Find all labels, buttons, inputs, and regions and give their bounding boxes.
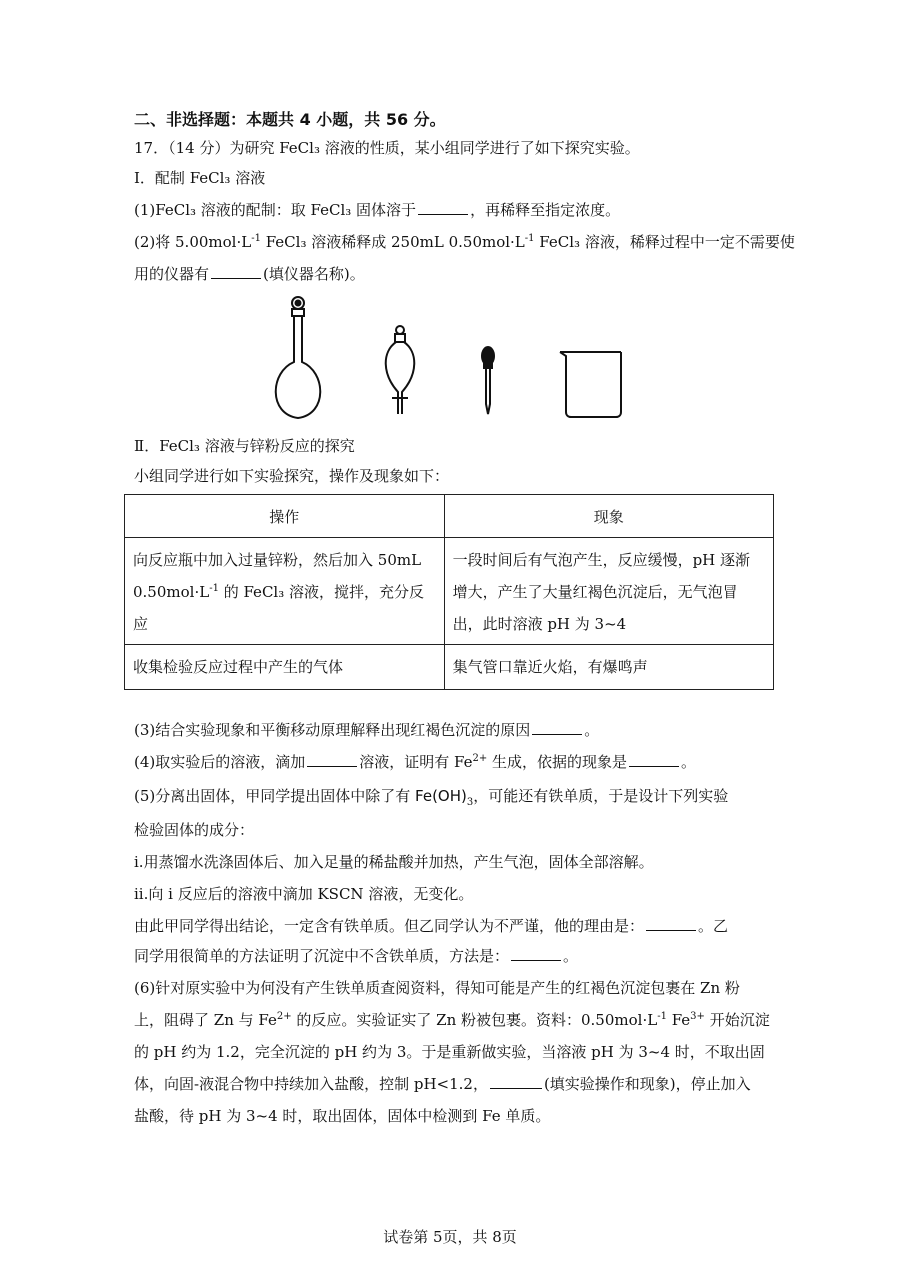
q3-blank[interactable] xyxy=(532,720,582,735)
separatory-funnel-icon xyxy=(386,326,415,414)
phen1-text: 一段时间后有气泡产生，反应缓慢，pH 逐渐增大，产生了大量红褐色沉淀后，无气泡冒出，此时溶液 pH 为 3~4 xyxy=(452,551,751,633)
q4-text-a: (4)取实验后的溶液，滴加 xyxy=(134,753,306,771)
q3-line xyxy=(134,720,599,740)
q1-pre: (1)FeCl₃ 溶液的配制：取 FeCl₃ 固体溶于 xyxy=(134,201,417,219)
q5-text-b: ，可能还有铁单质，于是设计下列实验 xyxy=(473,787,729,805)
q2-text-b: FeCl₃ 溶液稀释成 250mL 0.50mol·L xyxy=(260,233,525,251)
q4-text-b: 溶液，证明有 Fe xyxy=(359,753,473,771)
q2-sup-a: -1 xyxy=(251,233,261,244)
q6-line4-a: 体，向固-液混合物中持续加入盐酸，控制 pH<1.2， xyxy=(134,1075,488,1093)
q5-step-ii: ii.向 i 反应后的溶液中滴加 KSCN 溶液，无变化。 xyxy=(134,885,474,903)
part2-intro: 小组同学进行如下实验探究，操作及现象如下： xyxy=(134,467,450,485)
header-operation: 操作 xyxy=(125,495,445,538)
q5-line5-b: 。乙 xyxy=(698,917,729,935)
beaker-icon xyxy=(560,352,621,417)
q6-line2-d: 开始沉淀 xyxy=(704,1011,770,1029)
q2-line1 xyxy=(134,232,795,252)
q1-blank[interactable] xyxy=(418,200,468,215)
q5-line1 xyxy=(134,786,728,806)
q5-blank-2[interactable] xyxy=(511,946,561,961)
table-row xyxy=(125,538,774,645)
q4-blank-2[interactable] xyxy=(629,752,679,767)
q5-line6-a: 同学用很简单的方法证明了沉淀中不含铁单质，方法是： xyxy=(134,947,510,965)
q3-text: (3)结合实验现象和平衡移动原理解释出现红褐色沉淀的原因 xyxy=(134,721,531,739)
apparatus-figure xyxy=(250,292,630,428)
q5-line6-b: 。 xyxy=(563,947,579,965)
q3-post: 。 xyxy=(584,721,600,739)
cell-phenomenon-2 xyxy=(444,645,773,690)
q4-sup: 2+ xyxy=(472,753,488,764)
q2-text-a: (2)将 5.00mol·L xyxy=(134,233,252,251)
q6-line2 xyxy=(134,1010,770,1030)
q6-line2-c: Fe xyxy=(666,1011,691,1029)
q6-line2-b: 的反应。实验证实了 Zn 粉被包裹。资料：0.50mol·L xyxy=(291,1011,658,1029)
cell-operation-1 xyxy=(125,538,445,645)
q5-line5-a: 由此甲同学得出结论，一定含有铁单质。但乙同学认为不严谨，他的理由是： xyxy=(134,917,645,935)
q4-text-d: 。 xyxy=(681,753,697,771)
phen2-text: 集气管口靠近火焰，有爆鸣声 xyxy=(452,658,648,676)
q2-blank[interactable] xyxy=(211,264,261,279)
op1-sup: -1 xyxy=(209,583,219,594)
q5-line6 xyxy=(134,946,578,966)
q2-line2-pre: 用的仪器有 xyxy=(134,265,210,283)
q1-line xyxy=(134,200,620,220)
q5-formula: Fe(OH) xyxy=(415,787,467,805)
q2-text-c: FeCl₃ 溶液，稀释过程中一定不需要使 xyxy=(534,233,795,251)
q5-formula-sub: 3 xyxy=(466,797,474,808)
q2-line2-post: (填仪器名称)。 xyxy=(263,265,365,283)
cell-phenomenon-1 xyxy=(444,538,773,645)
section-title: 二、非选择题：本题共 4 小题，共 56 分。 xyxy=(134,110,446,129)
q6-blank[interactable] xyxy=(490,1074,542,1089)
part1-heading: Ⅰ．配制 FeCl₃ 溶液 xyxy=(134,169,266,187)
q5-step-i: i.用蒸馏水洗涤固体后、加入足量的稀盐酸并加热，产生气泡，固体全部溶解。 xyxy=(134,853,654,871)
q6-sup-1: 2+ xyxy=(276,1011,292,1022)
q6-line3: 的 pH 约为 1.2，完全沉淀的 pH 约为 3。于是重新做实验，当溶液 pH 为 3~4 时，不取出固 xyxy=(134,1043,765,1061)
header-phenomenon: 现象 xyxy=(444,495,773,538)
q6-line4 xyxy=(134,1074,751,1094)
q5-line5 xyxy=(134,916,728,936)
page-footer: 试卷第 5页，共 8页 xyxy=(383,1228,517,1246)
q6-line1: (6)针对原实验中为何没有产生铁单质查阅资料，得知可能是产生的红褐色沉淀包裹在 Zn 粉 xyxy=(134,979,740,997)
experiment-table xyxy=(124,494,774,690)
q1-post: ，再稀释至指定浓度。 xyxy=(470,201,621,219)
op2-text: 收集检验反应过程中产生的气体 xyxy=(133,658,344,676)
q6-sup-2: -1 xyxy=(657,1011,667,1022)
q4-text-c: 生成，依据的现象是 xyxy=(487,753,628,771)
q5-text-a: (5)分离出固体，甲同学提出固体中除了有 xyxy=(134,787,416,805)
q5-blank-1[interactable] xyxy=(646,916,696,931)
dropper-icon xyxy=(482,347,494,414)
op1-text-a: 向反应瓶中加入过量锌粉，然后加入 50mL 0.50mol·L xyxy=(133,551,422,601)
q6-line2-a: 上，阻碍了 Zn 与 Fe xyxy=(134,1011,277,1029)
q6-line5: 盐酸，待 pH 为 3~4 时，取出固体，固体中检测到 Fe 单质。 xyxy=(134,1107,551,1125)
q4-line xyxy=(134,752,696,772)
q4-blank-1[interactable] xyxy=(307,752,357,767)
part2-heading: Ⅱ．FeCl₃ 溶液与锌粉反应的探究 xyxy=(134,437,355,455)
q6-line4-b: (填实验操作和现象)，停止加入 xyxy=(543,1075,751,1093)
q2-line2 xyxy=(134,264,365,284)
q2-sup-b: -1 xyxy=(524,233,535,244)
q6-sup-3: 3+ xyxy=(690,1011,705,1022)
q17-intro: 17．（14 分）为研究 FeCl₃ 溶液的性质，某小组同学进行了如下探究实验。 xyxy=(134,139,640,157)
table-row xyxy=(125,645,774,690)
volumetric-flask-icon xyxy=(276,297,321,418)
table-header-row xyxy=(125,495,774,538)
cell-operation-2 xyxy=(125,645,445,690)
q5-line2: 检验固体的成分： xyxy=(134,821,255,839)
op1-text-b: 的 FeCl₃ 溶液，搅拌，充分反应 xyxy=(133,583,424,633)
